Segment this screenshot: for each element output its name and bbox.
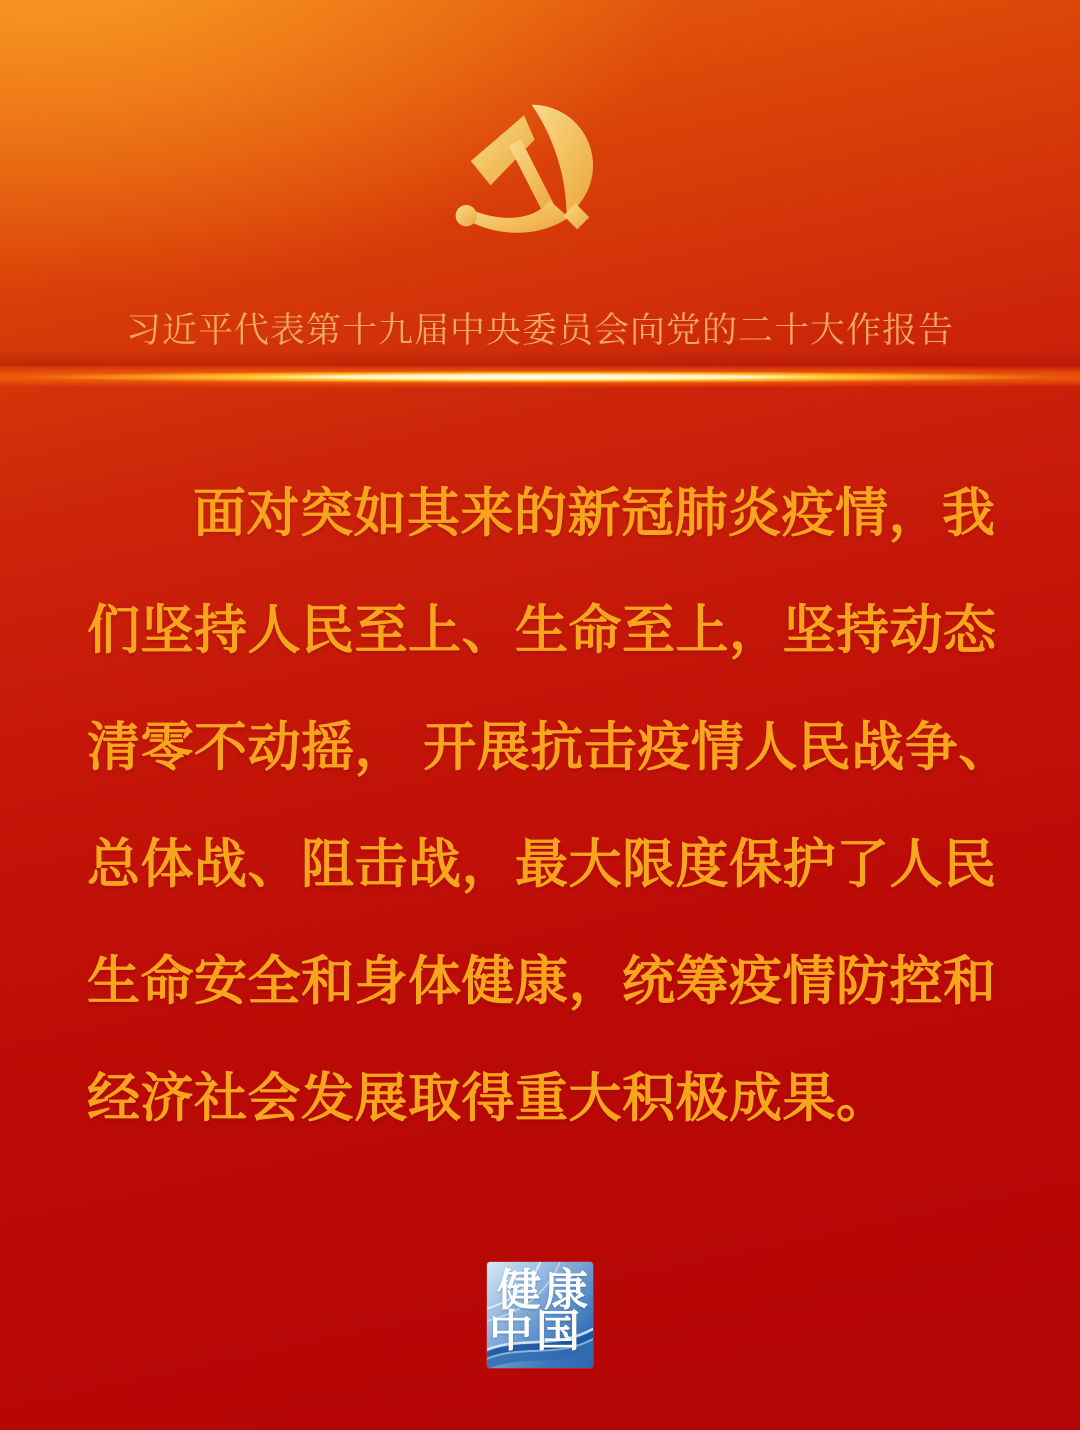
quote-line: 们坚持人民至上、生命至上，坚持动态 (87, 601, 997, 660)
quote-paragraph (87, 455, 1012, 1157)
quote-line: 生命安全和身体健康，统筹疫情防控和 (87, 952, 997, 1011)
poster-title: 习近平代表第十九届中央委员会向党的二十大作报告 (125, 311, 954, 350)
healthy-china-logo (487, 1262, 593, 1368)
glow-divider (0, 366, 1080, 388)
party-emblem-icon (448, 88, 600, 240)
logo-text-line2: 中国 (489, 1307, 583, 1356)
quote-line: 面对突如其来的新冠肺炎疫情，我 (193, 484, 996, 543)
hammer-and-sickle-icon (448, 88, 600, 240)
quote-line: 清零不动摇， 开展抗击疫情人民战争、 (87, 718, 1012, 777)
quote-line: 总体战、阻击战，最大限度保护了人民 (87, 835, 997, 894)
logo-text-line1: 健康 (497, 1266, 591, 1315)
quote-line: 经济社会发展取得重大积极成果。 (87, 1069, 890, 1128)
